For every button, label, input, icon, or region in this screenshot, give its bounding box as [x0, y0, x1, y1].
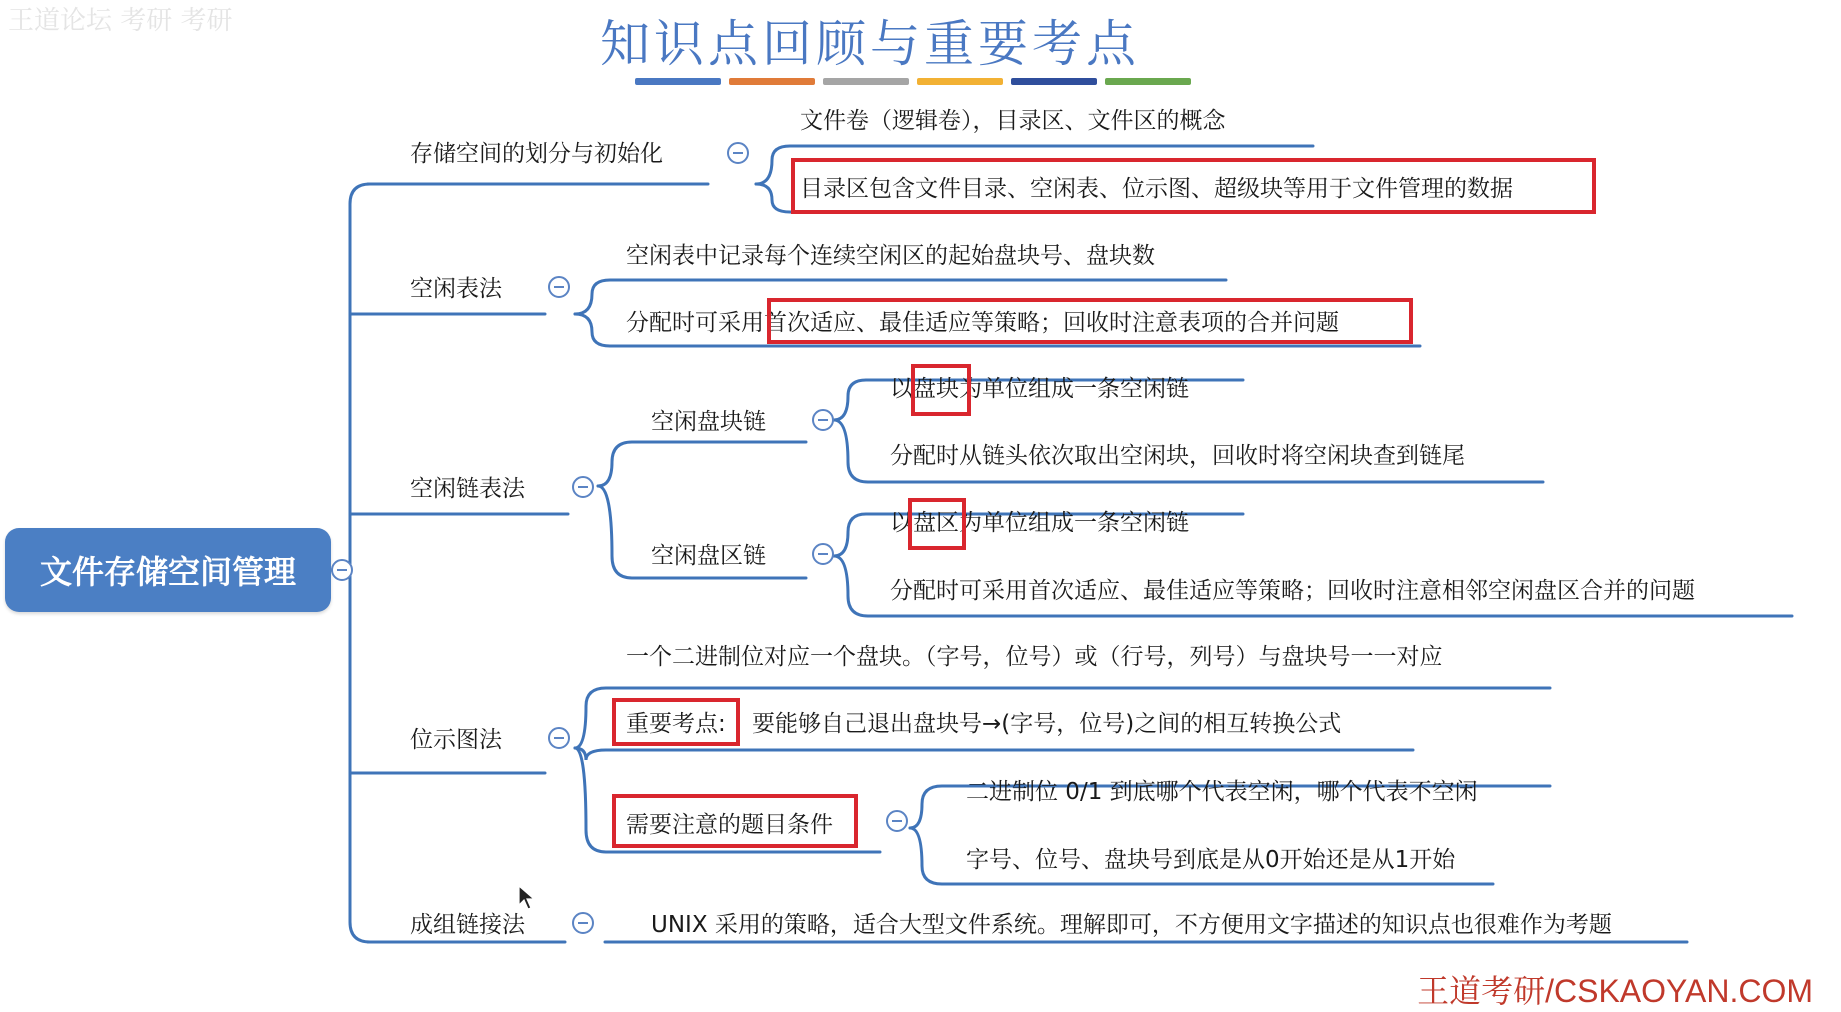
leaf-index-start[interactable]: 字号、位号、盘块号到底是从0开始还是从1开始 [966, 847, 1456, 873]
sub-free-block-chain[interactable]: 空闲盘块链 [651, 409, 766, 435]
collapse-icon[interactable] [886, 810, 908, 832]
leaf-unix-strategy[interactable]: UNIX 采用的策略，适合大型文件系统。理解即可，不方便用文字描述的知识点也很难作为考题 [651, 912, 1612, 938]
leaf-free-table-record[interactable]: 空闲表中记录每个连续空闲区的起始盘块号、盘块数 [626, 243, 1155, 269]
leaf-extent-chain-alloc[interactable]: 分配时可采用首次适应、最佳适应等策略；回收时注意相邻空闲盘区合并的问题 [890, 578, 1695, 604]
sub-free-extent-chain[interactable]: 空闲盘区链 [651, 543, 766, 569]
leaf-directory-data[interactable]: 目录区包含文件目录、空闲表、位示图、超级块等用于文件管理的数据 [800, 176, 1513, 202]
collapse-icon[interactable] [572, 476, 594, 498]
collapse-icon[interactable] [548, 727, 570, 749]
faded-logo: 王道论坛 考研 考研 [8, 6, 233, 36]
collapse-icon[interactable] [572, 912, 594, 934]
mouse-cursor-icon [518, 885, 536, 911]
page-title: 知识点回顾与重要考点 [600, 15, 1140, 73]
collapse-icon[interactable] [331, 559, 353, 581]
branch-bitmap[interactable]: 位示图法 [410, 727, 502, 753]
leaf-bitmap-mapping[interactable]: 一个二进制位对应一个盘块。（字号，位号）或（行号，列号）与盘块号一一对应 [626, 644, 1443, 670]
leaf-block-chain-unit[interactable]: 以盘块为单位组成一条空闲链 [890, 376, 1189, 402]
collapse-icon[interactable] [812, 409, 834, 431]
collapse-icon[interactable] [727, 142, 749, 164]
branch-storage-init[interactable]: 存储空间的划分与初始化 [410, 141, 663, 167]
leaf-block-chain-alloc[interactable]: 分配时从链头依次取出空闲块，回收时将空闲块查到链尾 [890, 443, 1465, 469]
highlight-box [612, 698, 740, 746]
watermark: 王道考研/CSKAOYAN.COM [1417, 973, 1813, 1009]
highlight-box [908, 498, 966, 550]
leaf-volume-concept[interactable]: 文件卷（逻辑卷），目录区、文件区的概念 [800, 108, 1226, 134]
leaf-free-table-strategy[interactable]: 分配时可采用首次适应、最佳适应等策略；回收时注意表项的合并问题 [626, 310, 1339, 336]
highlight-box [791, 158, 1596, 214]
leaf-extent-chain-unit[interactable]: 以盘区为单位组成一条空闲链 [890, 510, 1189, 536]
leaf-bit-meaning[interactable]: 二进制位 0/1 到底哪个代表空闲，哪个代表不空闲 [966, 779, 1478, 805]
branch-free-list[interactable]: 空闲链表法 [410, 476, 525, 502]
branch-free-table[interactable]: 空闲表法 [410, 276, 502, 302]
leaf-key-point-text[interactable]: 要能够自己退出盘块号→(字号，位号)之间的相互转换公式 [752, 711, 1342, 737]
highlight-box [911, 364, 971, 416]
highlight-box [767, 298, 1413, 344]
collapse-icon[interactable] [812, 543, 834, 565]
root-node[interactable]: 文件存储空间管理 [5, 528, 331, 612]
sub-question-conditions[interactable]: 需要注意的题目条件 [626, 812, 833, 838]
branch-grouped-linking[interactable]: 成组链接法 [410, 912, 525, 938]
highlight-box [612, 794, 858, 848]
leaf-key-point-label[interactable]: 重要考点: [626, 711, 726, 737]
collapse-icon[interactable] [548, 276, 570, 298]
